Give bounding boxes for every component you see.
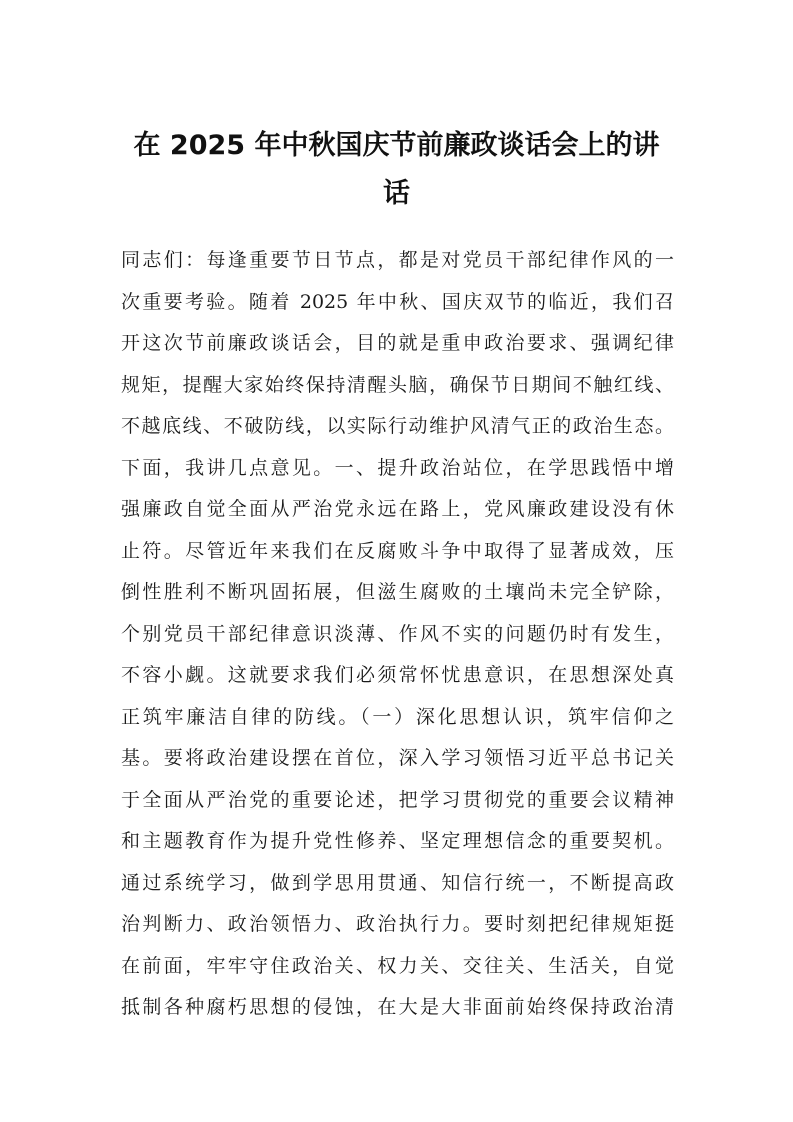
document-title-line-2: 话 <box>383 178 410 209</box>
body-line: 通过系统学习，做到学思用贯通、知信行统一，不断提高政 <box>121 871 674 894</box>
body-line: 不越底线、不破防线，以实际行动维护风清气正的政治生态。 <box>121 415 674 437</box>
body-line: 正筑牢廉洁自律的防线。（一）深化思想认识，筑牢信仰之 <box>121 705 674 728</box>
document-body <box>121 240 674 1029</box>
body-line: 个别党员干部纪律意识淡薄、作风不实的问题仍时有发生， <box>121 622 674 645</box>
body-line: 规矩，提醒大家始终保持清醒头脑，确保节日期间不触红线、 <box>121 373 674 396</box>
body-line: 于全面从严治党的重要论述，把学习贯彻党的重要会议精神 <box>121 788 674 811</box>
body-line: 倒性胜利不断巩固拓展，但滋生腐败的土壤尚未完全铲除， <box>121 581 674 603</box>
body-line: 强廉政自觉全面从严治党永远在路上，党风廉政建设没有休 <box>121 498 674 520</box>
body-line: 治判断力、政治领悟力、政治执行力。要时刻把纪律规矩挺 <box>121 913 674 935</box>
document-title-line-1: 在 2025 年中秋国庆节前廉政谈话会上的讲 <box>133 130 660 161</box>
body-line: 在前面，牢牢守住政治关、权力关、交往关、生活关，自觉 <box>121 954 674 977</box>
body-line: 次重要考验。随着 2025 年中秋、国庆双节的临近，我们召 <box>121 290 674 313</box>
body-line: 基。要将政治建设摆在首位，深入学习领悟习近平总书记关 <box>121 747 674 769</box>
body-line: 抵制各种腐朽思想的侵蚀，在大是大非面前始终保持政治清 <box>121 996 674 1018</box>
body-line: 同志们：每逢重要节日节点，都是对党员干部纪律作风的一 <box>121 249 674 271</box>
body-line: 和主题教育作为提升党性修养、坚定理想信念的重要契机。 <box>121 830 674 852</box>
body-line: 止符。尽管近年来我们在反腐败斗争中取得了显著成效，压 <box>121 539 674 562</box>
body-line: 不容小觑。这就要求我们必须常怀忧患意识，在思想深处真 <box>121 664 674 686</box>
body-line: 开这次节前廉政谈话会，目的就是重申政治要求、强调纪律 <box>121 332 674 354</box>
body-line: 下面，我讲几点意见。一、提升政治站位，在学思践悟中增 <box>121 456 674 479</box>
